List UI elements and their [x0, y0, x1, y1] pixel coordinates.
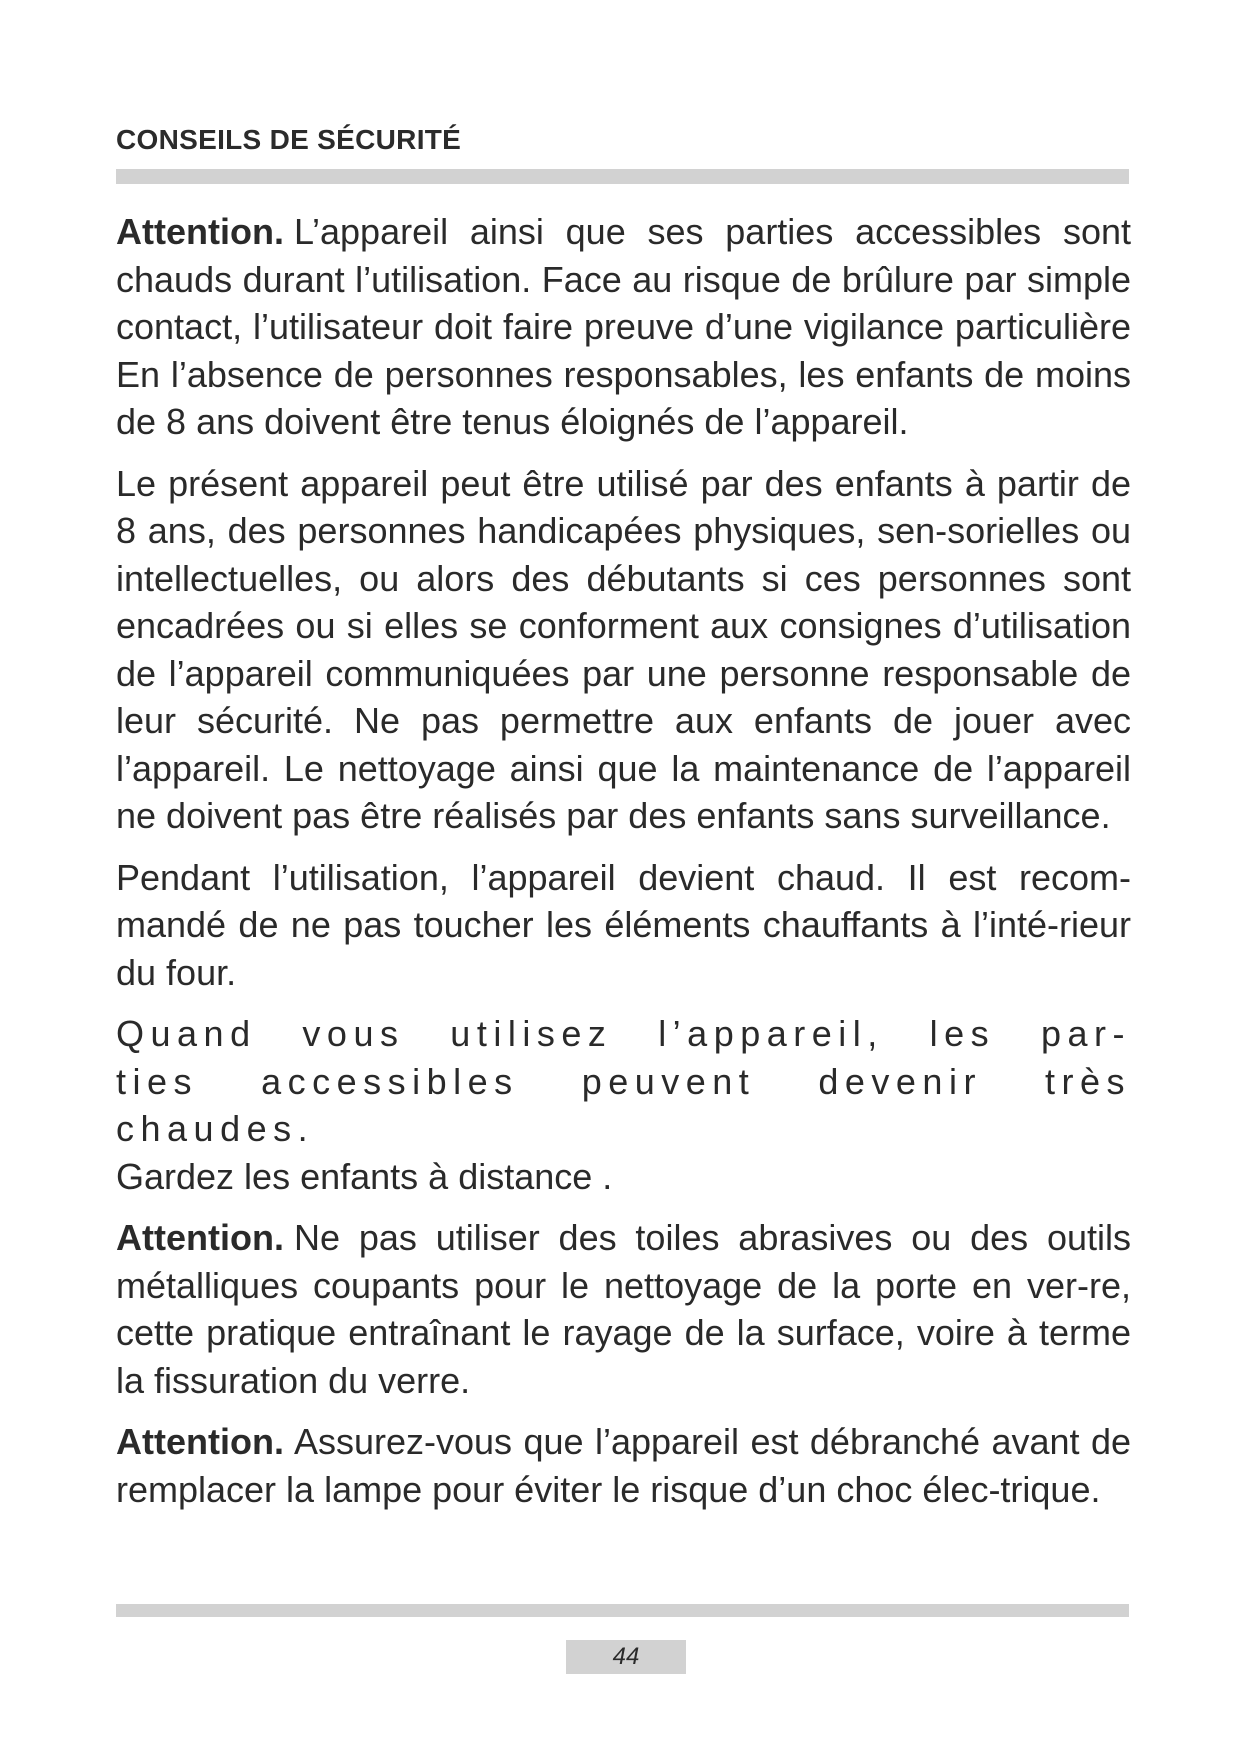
top-divider	[116, 169, 1129, 184]
safety-paragraph-6	[116, 1418, 1131, 1513]
paragraph-text: L’appareil ainsi que ses parties accessibles sont chauds durant l’utilisation. Face au risque de brûlure par simple contact, l’utilisateur doit faire preuve d’une vigilance particulière En l’absence de personnes responsables, les enfants de moins de 8 ans doivent être tenus éloignés de l’appareil.	[116, 211, 1131, 442]
paragraph-text: Assurez-vous que l’appareil est débranché avant de remplacer la lampe pour éviter le risque d’un choc élec-trique.	[116, 1421, 1131, 1510]
attention-label: Attention.	[116, 1421, 284, 1462]
safety-paragraph-2	[116, 460, 1131, 840]
attention-label: Attention.	[116, 211, 284, 252]
paragraph-text: Le présent appareil peut être utilisé par des enfants à partir de 8 ans, des personnes handicapées physiques, sen-sorielles ou intellectuelles, ou alors des débutants si ces personnes sont encadrées ou si elles se conforment aux consignes d’utilisation de l’appareil communiquées par une personne responsable de leur sécurité. Ne pas permettre aux enfants de jouer avec l’appareil. Le nettoyage ainsi que la maintenance de l’appareil ne doivent pas être réalisés par des enfants sans surveillance.	[116, 462, 1131, 836]
page-number: 44	[566, 1640, 686, 1674]
paragraph-text: Ne pas utiliser des toiles abrasives ou des outils métalliques coupants pour le nettoyage de la porte en ver-re, cette pratique entraînant le rayage de la surface, voire à terme la fissuration du verre.	[116, 1217, 1131, 1401]
paragraph-text-tail: Gardez les enfants à distance .	[116, 1155, 613, 1197]
bottom-divider	[116, 1604, 1129, 1617]
safety-paragraph-1	[116, 208, 1131, 446]
attention-label: Attention.	[116, 1217, 284, 1258]
safety-paragraph-5	[116, 1214, 1131, 1404]
safety-paragraph-3	[116, 854, 1131, 997]
safety-paragraph-4	[116, 1010, 1131, 1200]
paragraph-text-spaced: Quand vous utilisez l’appareil, les par-ties accessibles peuvent devenir très chaudes.	[116, 1013, 1131, 1149]
paragraph-text: Pendant l’utilisation, l’appareil devient chaud. Il est recom-mandé de ne pas toucher les éléments chauffants à l’inté-rieur du four.	[116, 856, 1131, 993]
section-heading: CONSEILS DE SÉCURITÉ	[116, 124, 462, 155]
safety-text-body	[116, 208, 1131, 1527]
